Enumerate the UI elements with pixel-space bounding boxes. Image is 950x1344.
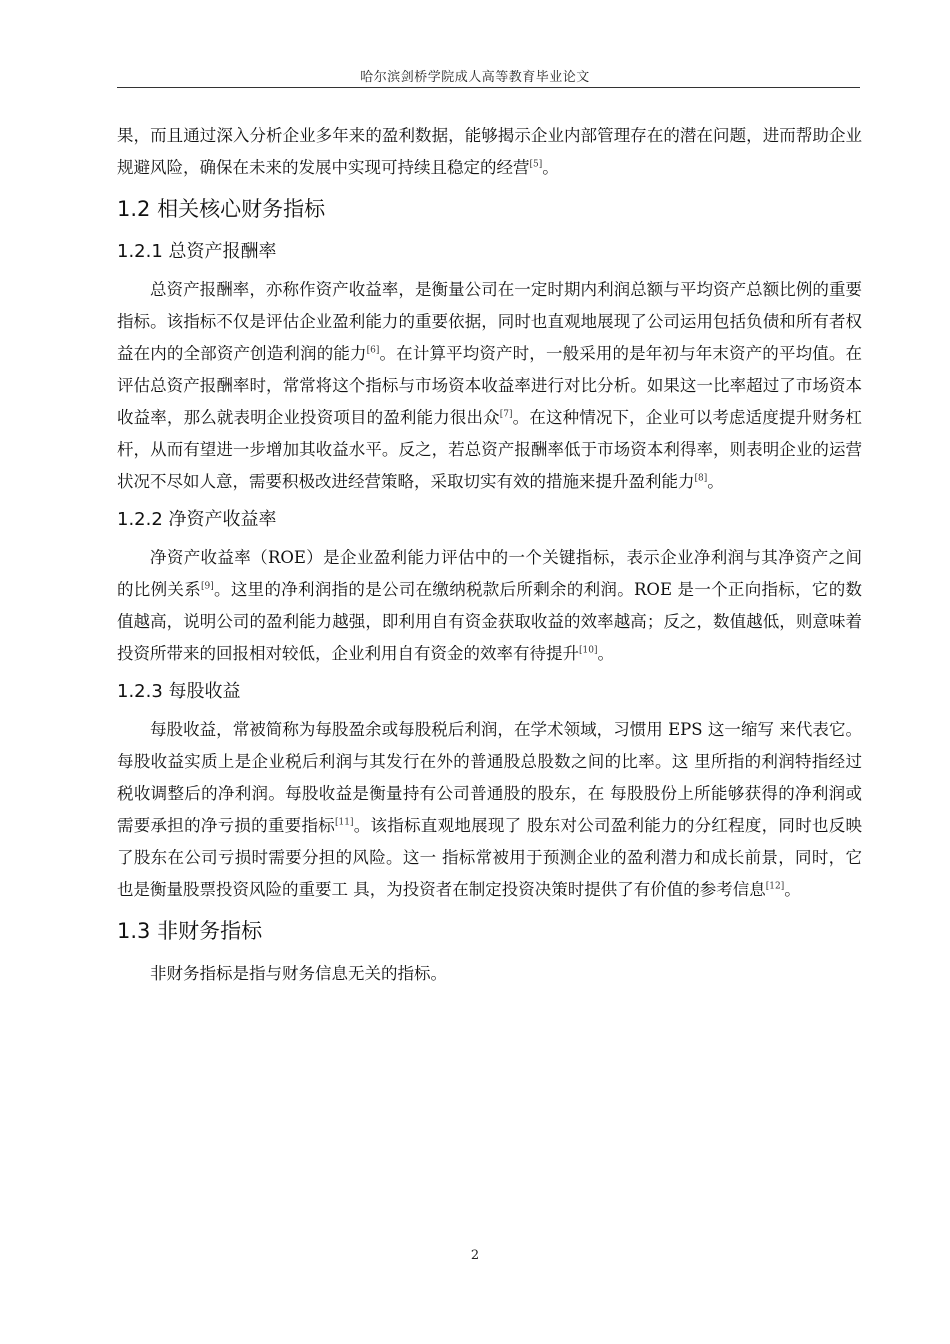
citation-ref: [7] — [499, 409, 513, 420]
paragraph-text: 。这里的净利润指的是公司在缴纳税款后所剩余的利润。ROE 是一个正向指标，它的数值越高，说明公司的盈利能力越强，即利用自有资金获取收益的效率越高；反之，数值越低，则意味着投资所带来的回报相对较低，企业利用自有资金的效率有待提升 — [117, 580, 863, 663]
paragraph-text: 总资产报酬率，亦称作资产收益率，是衡量公司在一定时期内利润总额与平均资产总额比例的重要指标。该指标不仅是评估企业盈利能力的重要依据，同时也直观地展现了公司运用包括负债和所有者权益在内的全部资产创造利润的能力 — [117, 280, 862, 363]
paragraph-text: 。 — [542, 158, 559, 177]
page-number: 2 — [470, 1248, 480, 1263]
paragraph-roa — [117, 274, 862, 498]
section-heading-1-2-3: 1.2.3 每股收益 — [117, 681, 241, 702]
running-header: 哈尔滨剑桥学院成人高等教育毕业论文 — [360, 70, 590, 85]
paragraph-text: 。该指标直观地展现了 股东对公司盈利能力的分红程度，同时也反映了股东在公司亏损时需要分担的风险。这一 指标常被用于预测企业的盈利潜力和成长前景，同时，它也是衡量股票投资风险的重要工 具，为投资者在制定投资决策时提供了有价值的参考信息 — [117, 816, 863, 899]
section-heading-1-2-2: 1.2.2 净资产收益率 — [117, 509, 277, 530]
paragraph-text: 。在计算平均资产时，一般采用的是年初与年末资产的平均值。在评估总资产报酬率时，常常将这个指标与市场资本收益率进行对比分析。如果这一比率超过了市场资本收益率，那么就表明企业投资项目的盈利能力很出众 — [117, 344, 863, 427]
main-content — [117, 120, 862, 990]
citation-ref: [5] — [529, 159, 543, 170]
citation-ref: [8] — [694, 473, 708, 484]
section-heading-1-2-1: 1.2.1 总资产报酬率 — [117, 241, 277, 262]
citation-ref: [9] — [201, 581, 214, 592]
section-heading-1-2: 1.2 相关核心财务指标 — [117, 197, 326, 221]
citation-ref: [11] — [334, 817, 354, 828]
paragraph-continuation — [117, 120, 862, 184]
paragraph-eps — [117, 714, 862, 906]
paragraph-text: 。 — [597, 644, 614, 663]
citation-ref: [12] — [765, 881, 785, 892]
citation-ref: [10] — [579, 645, 598, 656]
section-heading-1-3: 1.3 非财务指标 — [117, 919, 263, 943]
paragraph-roe — [117, 542, 862, 670]
paragraph-text: 。在这种情况下，企业可以考虑适度提升财务杠杆，从而有望进一步增加其收益水平。反之，若总资产报酬率低于市场资本利得率，则表明企业的运营状况不尽如人意，需要积极改进经营策略，采取切实有效的措施来提升盈利能力 — [117, 408, 863, 491]
paragraph-text: 。 — [707, 472, 724, 491]
paragraph-text: 。 — [784, 880, 801, 899]
paragraph-text: 每股收益，常被简称为每股盈余或每股税后利润，在学术领域，习惯用 EPS 这一缩写 来代表它。每股收益实质上是企业税后利润与其发行在外的普通股总股数之间的比率。这 里所指的利润特指经过税收调整后的净利润。每股收益是衡量持有公司普通股的股东，在 每股股份上所能够获得的净利润或需要承担的净亏损的重要指标 — [117, 720, 862, 835]
header-divider — [117, 87, 860, 88]
paragraph-non-financial: 非财务指标是指与财务信息无关的指标。 — [150, 964, 447, 983]
paragraph-text: 果，而且通过深入分析企业多年来的盈利数据，能够揭示企业内部管理存在的潜在问题，进而帮助企业规避风险，确保在未来的发展中实现可持续且稳定的经营 — [117, 126, 862, 177]
paragraph-text: 净资产收益率（ROE）是企业盈利能力评估中的一个关键指标，表示企业净利润与其净资产之间的比例关系 — [117, 548, 862, 599]
citation-ref: [6] — [366, 345, 380, 356]
